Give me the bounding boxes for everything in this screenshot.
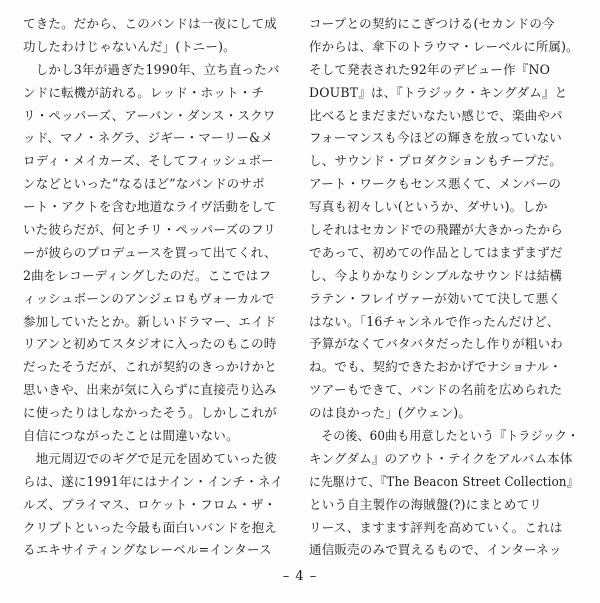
text-line: 2曲をレコーディングしたのだ。ここではフ: [23, 267, 272, 283]
right-text-column: [309, 13, 581, 562]
text-line: キングダム』のアウト・テイクをアルバム本体: [309, 450, 573, 466]
text-line: アート・ワークもセンス悪くて、メンバーの: [309, 176, 562, 192]
text-line: ート・アクトを含む地道なライヴ活動をして: [23, 199, 277, 215]
text-line: ロディ・メイカーズ、そしてフィッシュボー: [23, 153, 274, 169]
text-line: ンドに転機が訪れる。レッド・ホット・チ: [23, 84, 265, 100]
text-line: し、サウンド・プロダクションもチープだ。: [309, 153, 563, 169]
text-line: 予算がなくてバタバタだったし作りが粗いわ: [309, 336, 563, 352]
text-line: に先駆けて、『The Beacon Street Collection』: [309, 473, 579, 489]
text-line: し、今よりかなりシンプルなサウンドは結構: [309, 267, 563, 283]
text-line: 思いきや、出来が気に入らずに直接売り込み: [23, 382, 277, 398]
text-line: しそれはセカンドでの飛躍が大きかったから: [309, 222, 563, 238]
text-line: ツアーもできて、バンドの名前を広められた: [309, 382, 563, 398]
text-line: しかし3年が過ぎた1990年、立ち直ったバ: [23, 61, 280, 77]
text-line: DOUBT』は、『トラジック・キングダム』と: [309, 84, 568, 100]
text-line: だったそうだが、これが契約のきっかけかと: [23, 359, 277, 375]
text-line: リース、ますます評判を高めていく。これは: [309, 519, 563, 535]
text-line: ンなどといった“なるほど”なバンドのサポ: [23, 176, 265, 192]
text-line: ラテン・フレイヴァーが効いてて決して悪く: [309, 290, 562, 306]
page-number: – 4 –: [282, 569, 318, 584]
text-line: てきた。だから、このバンドは一夜にして成: [23, 16, 277, 31]
text-line: フォーマンスも今ほどの輝きを放っていない: [309, 130, 563, 146]
text-line: 通信販売のみで買えるもので、インターネッ: [309, 542, 562, 558]
text-line: 比べるとまだまだいなたい感じで、楽曲やパ: [309, 107, 563, 123]
text-line: という自主製作の海賊盤(?)にまとめてリ: [309, 496, 542, 512]
text-line: 地元周辺でのギグで足元を固めていった彼: [23, 450, 277, 466]
text-line: 自信につながったことは間違いない。: [23, 428, 239, 444]
text-line: そして発表された92年のデビュー作『NO: [309, 61, 551, 77]
text-line: コープとの契約にこぎつける(セカンドの今: [309, 16, 555, 31]
text-line: クリプトといった今最も面白いバンドを抱え: [23, 519, 277, 535]
text-line: ッド、マノ・ネグラ、ジギー・マーリー&メ: [23, 130, 274, 146]
text-line: その後、60曲も用意したという『トラジック・: [309, 428, 580, 444]
text-line: に使ったりはしなかったそう。しかしこれが: [23, 405, 277, 421]
left-text-column: [23, 13, 295, 562]
text-line: リアンと初めてスタジオに入ったのもこの時: [23, 336, 277, 352]
text-line: 功したわけじゃないんだ」(トニー)。: [23, 38, 236, 54]
text-line: 写真も初々しい(というか、ダサい)。しか: [309, 199, 548, 215]
text-line: ね。でも、契約できたおかげでナショナル・: [309, 359, 562, 375]
text-line: 作からは、傘下のトラウマ・レーベルに所属)。: [309, 38, 579, 54]
text-line: るエキサイティングなレーベル=インタース: [23, 542, 272, 558]
text-line: であって、初めての作品としてはまずまずだ: [309, 244, 563, 260]
text-line: らは、遂に1991年にはナイン・インチ・ネイ: [23, 473, 284, 489]
text-line: はない。「16チャンネルで作ったんだけど、: [309, 313, 560, 329]
text-line: のは良かった」(グウェン)。: [309, 405, 472, 421]
text-line: リ・ペッパーズ、アーバン・ダンス・スクワ: [23, 107, 276, 123]
text-line: ィッシュボーンのアンジェロもヴォーカルで: [23, 290, 275, 306]
text-line: いた彼らだが、何とチリ・ペッパーズのフリ: [23, 222, 276, 238]
text-line: ルズ、プライマス、ロケット・フロム・ザ・: [23, 496, 277, 512]
text-line: ーが彼らのプロデュースを買って出てくれ、: [23, 244, 277, 260]
text-line: 参加していたとか。新しいドラマー、エイド: [23, 313, 277, 329]
